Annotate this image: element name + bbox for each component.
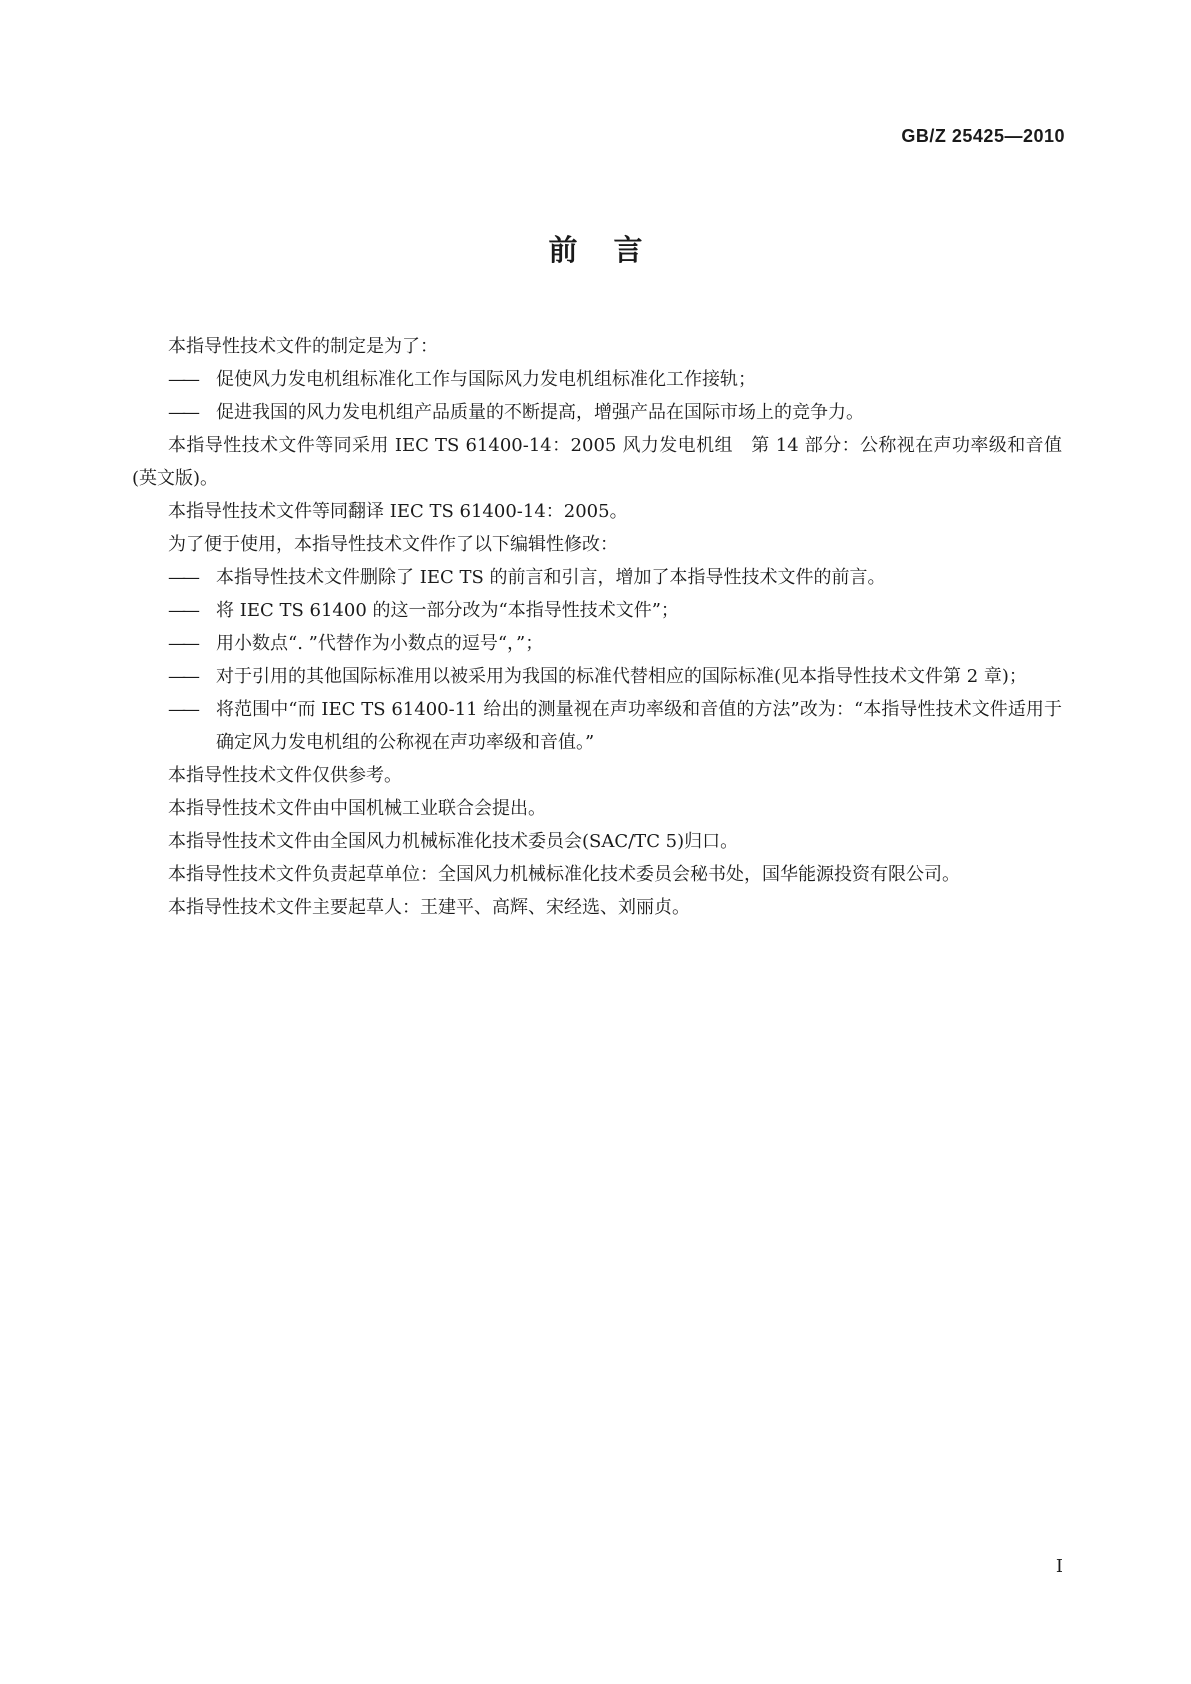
dash-mark: ——: [168, 699, 196, 720]
dash-item-text: 本指导性技术文件删除了 IEC TS 的前言和引言，增加了本指导性技术文件的前言。: [216, 567, 886, 588]
dash-mark: ——: [168, 600, 196, 621]
paragraph-purpose-intro: 本指导性技术文件的制定是为了：: [168, 336, 438, 357]
paragraph-under-jurisdiction: 本指导性技术文件由全国风力机械标准化技术委员会(SAC/TC 5)归口。: [168, 831, 739, 852]
dash-mark: ——: [168, 402, 196, 423]
dash-item-text: 用小数点“. ”代替作为小数点的逗号“，”；: [216, 633, 544, 654]
dash-item-text: 促进我国的风力发电机组产品质量的不断提高，增强产品在国际市场上的竞争力。: [216, 402, 864, 423]
page-title: 前言: [548, 233, 679, 267]
standard-code: GB/Z 25425—2010: [901, 126, 1065, 146]
paragraph-proposed-by: 本指导性技术文件由中国机械工业联合会提出。: [168, 798, 546, 819]
page-number: I: [1055, 1556, 1063, 1577]
paragraph-drafting-units: 本指导性技术文件负责起草单位：全国风力机械标准化技术委员会秘书处，国华能源投资有限公司。: [168, 864, 960, 885]
dash-item-text: 促使风力发电机组标准化工作与国际风力发电机组标准化工作接轨；: [216, 369, 756, 390]
paragraph-editorial-changes: 为了便于使用，本指导性技术文件作了以下编辑性修改：: [168, 534, 618, 555]
dash-item-foreword-removed: [132, 561, 1062, 594]
dash-item-text: 将 IEC TS 61400 的这一部分改为“本指导性技术文件”；: [216, 600, 679, 621]
dash-item-quality: [132, 396, 1062, 429]
dash-mark: ——: [168, 633, 196, 654]
dash-item-decimal-point: [132, 627, 1062, 660]
dash-mark: ——: [168, 567, 196, 588]
dash-item-standardization: [132, 363, 1062, 396]
dash-item-referenced-standards: [132, 660, 1062, 693]
paragraph-adoption: 本指导性技术文件等同采用 IEC TS 61400-14：2005 风力发电机组 第 14 部分：公称视在声功率级和音值(英文版)。: [132, 435, 1062, 489]
dash-item-text: 将范围中“而 IEC TS 61400-11 给出的测量视在声功率级和音值的方法”改为：“本指导性技术文件适用于确定风力发电机组的公称视在声功率级和音值。”: [216, 699, 1062, 753]
paragraph-reference-only: 本指导性技术文件仅供参考。: [168, 765, 402, 786]
dash-item-text: 对于引用的其他国际标准用以被采用为我国的标准代替相应的国际标准(见本指导性技术文件第 2 章)；: [216, 666, 1027, 687]
dash-mark: ——: [168, 369, 196, 390]
paragraph-translation: 本指导性技术文件等同翻译 IEC TS 61400-14：2005。: [168, 501, 628, 522]
dash-item-scope-change: [132, 693, 1062, 759]
paragraph-drafters: 本指导性技术文件主要起草人：王建平、高辉、宋经选、刘丽贞。: [168, 897, 690, 918]
document-body: [132, 330, 1062, 924]
dash-item-rename-part: [132, 594, 1062, 627]
dash-mark: ——: [168, 666, 196, 687]
